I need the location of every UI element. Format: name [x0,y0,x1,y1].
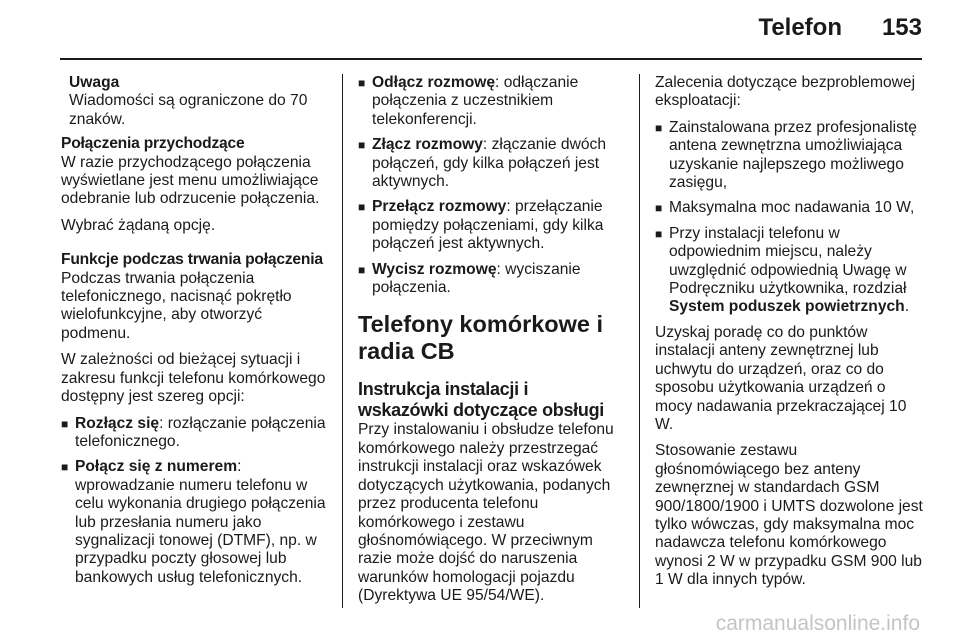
column-1 [61,74,329,594]
select-option-text: Wybrać żądaną opcję. [61,216,216,234]
handsfree-text: Stosowanie zestawu głośnomówiącego bez anteny zewnęrznej w standardach GSM 900/1800/1900 i UMTS dozwolone jest tylko wówczas, gdy maksymalna moc nadawcza telefonu komórkowego wynosi 2 W w przypadku GSM 900 lub 1 W dla innych typów. [655,442,923,589]
list-item [358,198,622,253]
incoming-calls-text: W razie przychodzącego połączenia wyświetlane jest menu umożliwiające odebranie lub odrzucenie połączenia. [61,153,320,208]
list-item [358,136,622,191]
menu-term-description: : wprowadzanie numeru telefonu w celu wykonania drugiego połączenia lub przesłania numeru jako sygnalizacji tonowej (DTMF), np. w przypadku poczty głosowej lub bankowych usług telefonicznych. [75,458,326,586]
bullet-square-icon: ■ [655,120,663,135]
menu-term: Odłącz rozmowę [372,74,496,91]
recommendation-text: Zainstalowana przez profesjonalistę antena zewnętrzna umożliwiająca uzyskanie najlepszego możliwego zasięgu, [669,118,917,192]
bullet-square-icon: ■ [655,226,663,241]
subsection-heading: Instrukcja instalacji i wskazówki dotyczące obsługi [358,379,604,421]
watermark-text: carmanualsonline.info [715,612,920,635]
note-title: Uwaga [69,74,120,91]
column-divider-2 [639,74,640,608]
list-item [655,119,923,193]
menu-term-description: : odłączanie połączenia z uczestnikiem telekonferencji. [372,74,579,128]
bullet-square-icon: ■ [61,416,69,431]
chapter-reference: System poduszek powietrznych [669,298,905,316]
menu-term: Wycisz rozmowę [372,260,497,278]
menu-term-description: : wyciszanie połączenia. [372,260,581,297]
bullet-square-icon: ■ [358,262,366,277]
recommendation-end: . [904,298,910,316]
list-item [61,415,329,452]
menu-term-description: : złączanie dwóch połączeń, gdy kilka połączeń jest aktywnych. [372,136,607,191]
call-functions-text-1: Podczas trwania połączenia telefonicznego, nacisnąć pokrętło wielofunkcyjne, aby otworzyć podmenu. [61,269,292,342]
list-item [61,458,329,587]
incoming-calls-heading: Połączenia przychodzące [61,135,245,153]
bullet-square-icon: ■ [358,76,366,90]
chapter-title: Telefon [758,14,842,41]
section-heading: Telefony komórkowe i radia CB [358,311,604,365]
advice-text: Uzyskaj poradę co do punktów instalacji anteny zewnętrznej lub uchwytu do urządzeń, oraz co do sposobu użytkowania urządzeń o mocy nadawania przekraczającej 10 W. [655,323,907,433]
menu-term-description: : przełączanie pomiędzy połączeniami, gdy kilka połączeń jest aktywnych. [372,198,604,253]
bullet-square-icon: ■ [61,460,69,475]
list-item [358,74,622,129]
recommendations-intro: Zalecenia dotyczące bezproblemowej eksploatacji: [655,74,916,110]
menu-term-description: : rozłączanie połączenia telefonicznego. [75,414,326,450]
column-3 [655,74,923,598]
note-text: Wiadomości są ograniczone do 70 znaków. [69,92,308,128]
list-item [655,199,923,217]
column-2 [358,74,622,614]
bullet-square-icon: ■ [655,201,663,216]
header-rule [60,58,922,60]
bullet-square-icon: ■ [358,200,366,215]
list-item [358,261,622,298]
menu-term: Połącz się z numerem [75,458,238,476]
note-box [61,74,329,129]
page-number: 153 [881,14,922,41]
menu-term: Przełącz rozmowy [372,198,507,216]
menu-term: Rozłącz się [75,414,160,432]
call-functions-text-2: W zależności od bieżącej sytuacji i zakresu funkcji telefonu komórkowego dostępny jest szereg opcji: [61,351,326,406]
column-divider-1 [342,74,343,608]
call-functions-heading: Funkcje podczas trwania połączenia [61,251,323,269]
installation-text: Przy instalowaniu i obsłudze telefonu komórkowego należy przestrzegać instrukcji instalacji oraz wskazówek dotyczących użytkowania, podanych przez producenta telefonu komórkowego i zestawu głośnomówiącego. W przeciwnym razie może dojść do naruszenia warunków homologacji pojazdu (Dyrektywa UE 95/54/WE). [358,421,614,605]
recommendation-text: Maksymalna moc nadawania 10 W, [669,199,915,217]
list-item [655,225,923,317]
page-header [0,0,960,62]
bullet-square-icon: ■ [358,138,366,153]
menu-term: Złącz rozmowy [372,136,483,154]
recommendation-text: Przy instalacji telefonu w odpowiednim miejscu, należy uwzględnić odpowiednią Uwagę w Podręczniku użytkownika, rozdział [669,224,907,298]
